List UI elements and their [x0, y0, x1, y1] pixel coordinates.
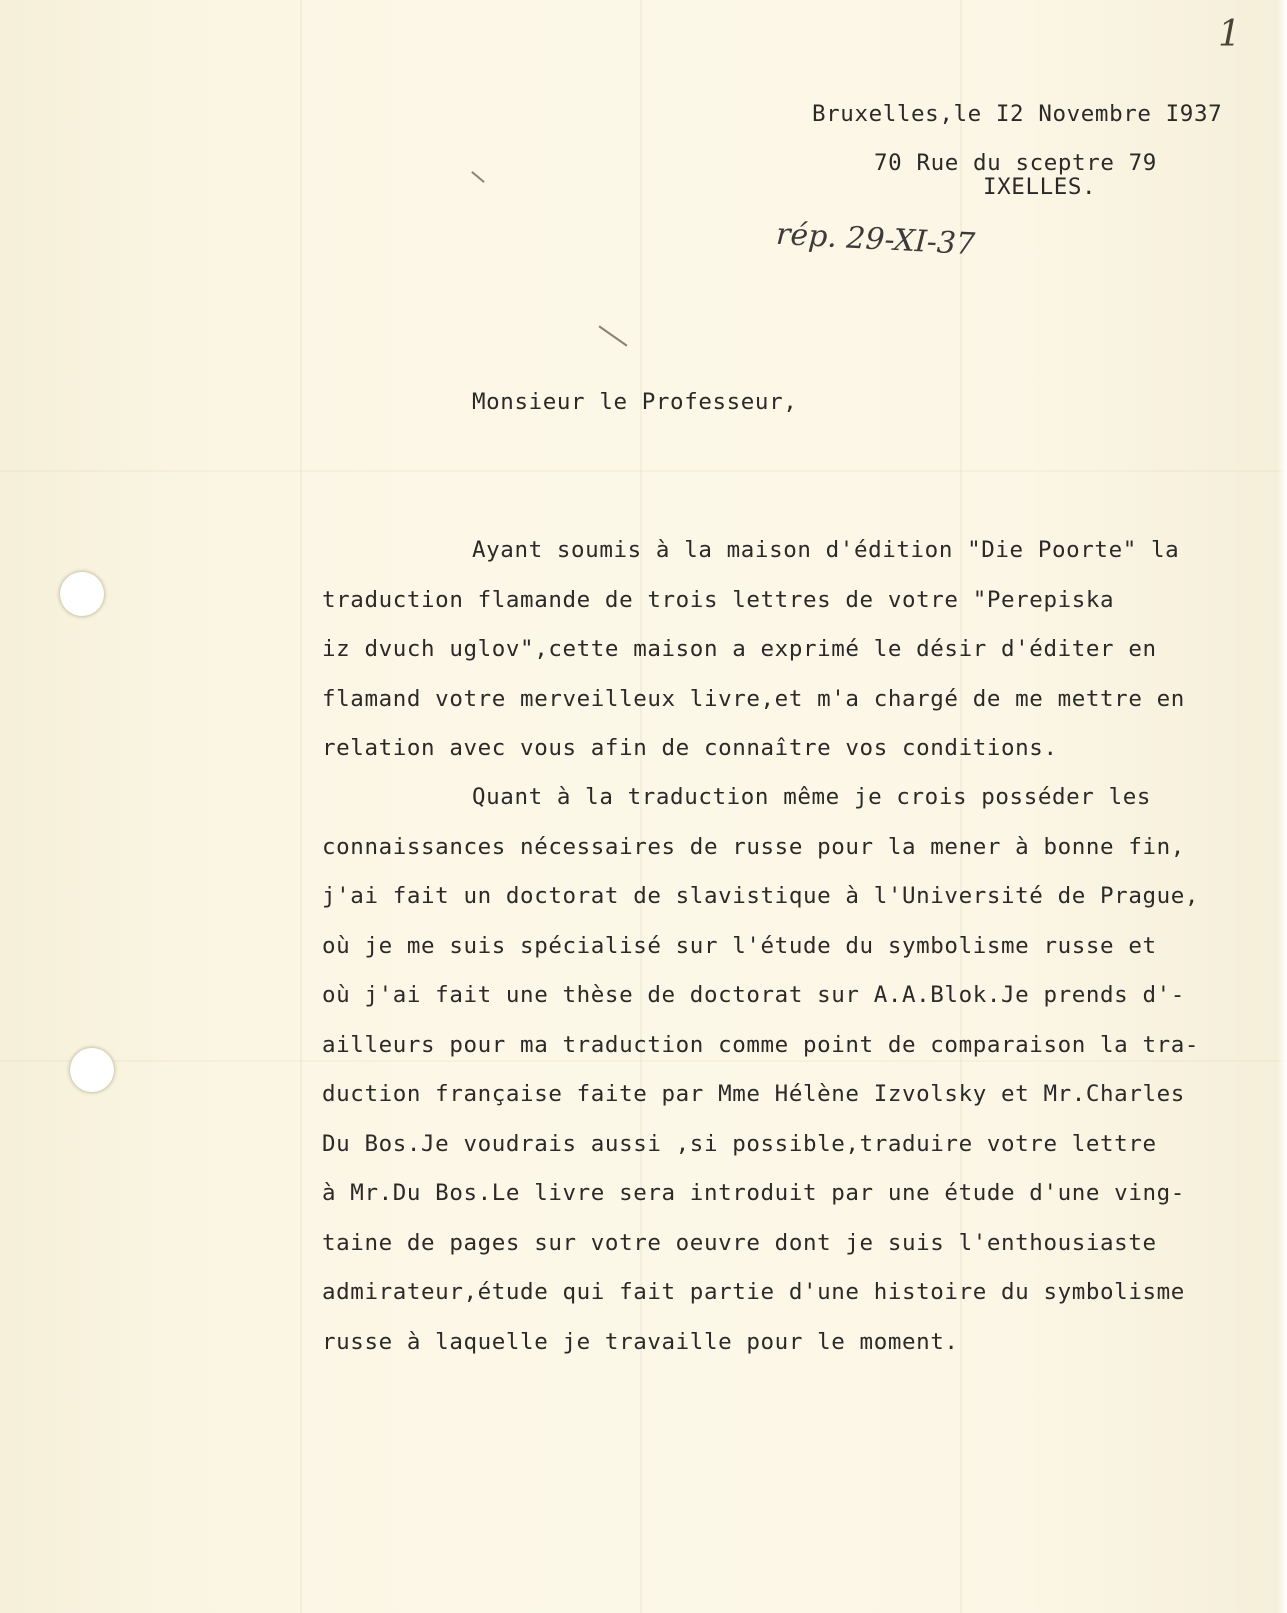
body-line: admirateur,étude qui fait partie d'une histoire du symbolisme	[322, 1279, 1185, 1305]
pencil-mark	[471, 171, 485, 183]
body-line: où je me suis spécialisé sur l'étude du symbolisme russe et	[322, 933, 1157, 959]
body-line: ailleurs pour ma traduction comme point de comparaison la tra-	[322, 1032, 1200, 1058]
body-line: Ayant soumis à la maison d'édition "Die Poorte" la	[472, 537, 1180, 563]
address-city: IXELLES.	[983, 174, 1097, 200]
date-line: Bruxelles,le I2 Novembre I937	[812, 101, 1223, 127]
handwritten-reply-note: rép. 29-XI-37	[775, 216, 976, 263]
pencil-mark	[599, 325, 628, 346]
punch-hole	[70, 1048, 114, 1092]
paper-crease	[300, 0, 302, 1613]
body-line: iz dvuch uglov",cette maison a exprimé le désir d'éditer en	[322, 636, 1157, 662]
page-number: 1	[1218, 14, 1241, 55]
body-line: relation avec vous afin de connaître vos conditions.	[322, 735, 1058, 761]
salutation: Monsieur le Professeur,	[472, 389, 798, 415]
paper-crease	[0, 470, 1287, 472]
body-line: Du Bos.Je voudrais aussi ,si possible,traduire votre lettre	[322, 1131, 1157, 1157]
body-line: flamand votre merveilleux livre,et m'a chargé de me mettre en	[322, 686, 1185, 712]
body-line: taine de pages sur votre oeuvre dont je suis l'enthousiaste	[322, 1230, 1157, 1256]
body-line: à Mr.Du Bos.Le livre sera introduit par une étude d'une ving-	[322, 1180, 1185, 1206]
body-line: traduction flamande de trois lettres de votre "Perepiska	[322, 587, 1115, 613]
paper-crease	[0, 1060, 1287, 1062]
body-line: Quant à la traduction même je crois posséder les	[472, 784, 1152, 810]
body-line: duction française faite par Mme Hélène Izvolsky et Mr.Charles	[322, 1081, 1185, 1107]
body-line: connaissances nécessaires de russe pour la mener à bonne fin,	[322, 834, 1185, 860]
body-line: russe à laquelle je travaille pour le moment.	[322, 1329, 959, 1355]
punch-hole	[60, 572, 104, 616]
paper-edge	[1277, 0, 1287, 1613]
body-line: j'ai fait un doctorat de slavistique à l'Université de Prague,	[322, 883, 1200, 909]
address-street: 70 Rue du sceptre 79	[874, 150, 1157, 176]
body-line: où j'ai fait une thèse de doctorat sur A.A.Blok.Je prends d'-	[322, 982, 1185, 1008]
